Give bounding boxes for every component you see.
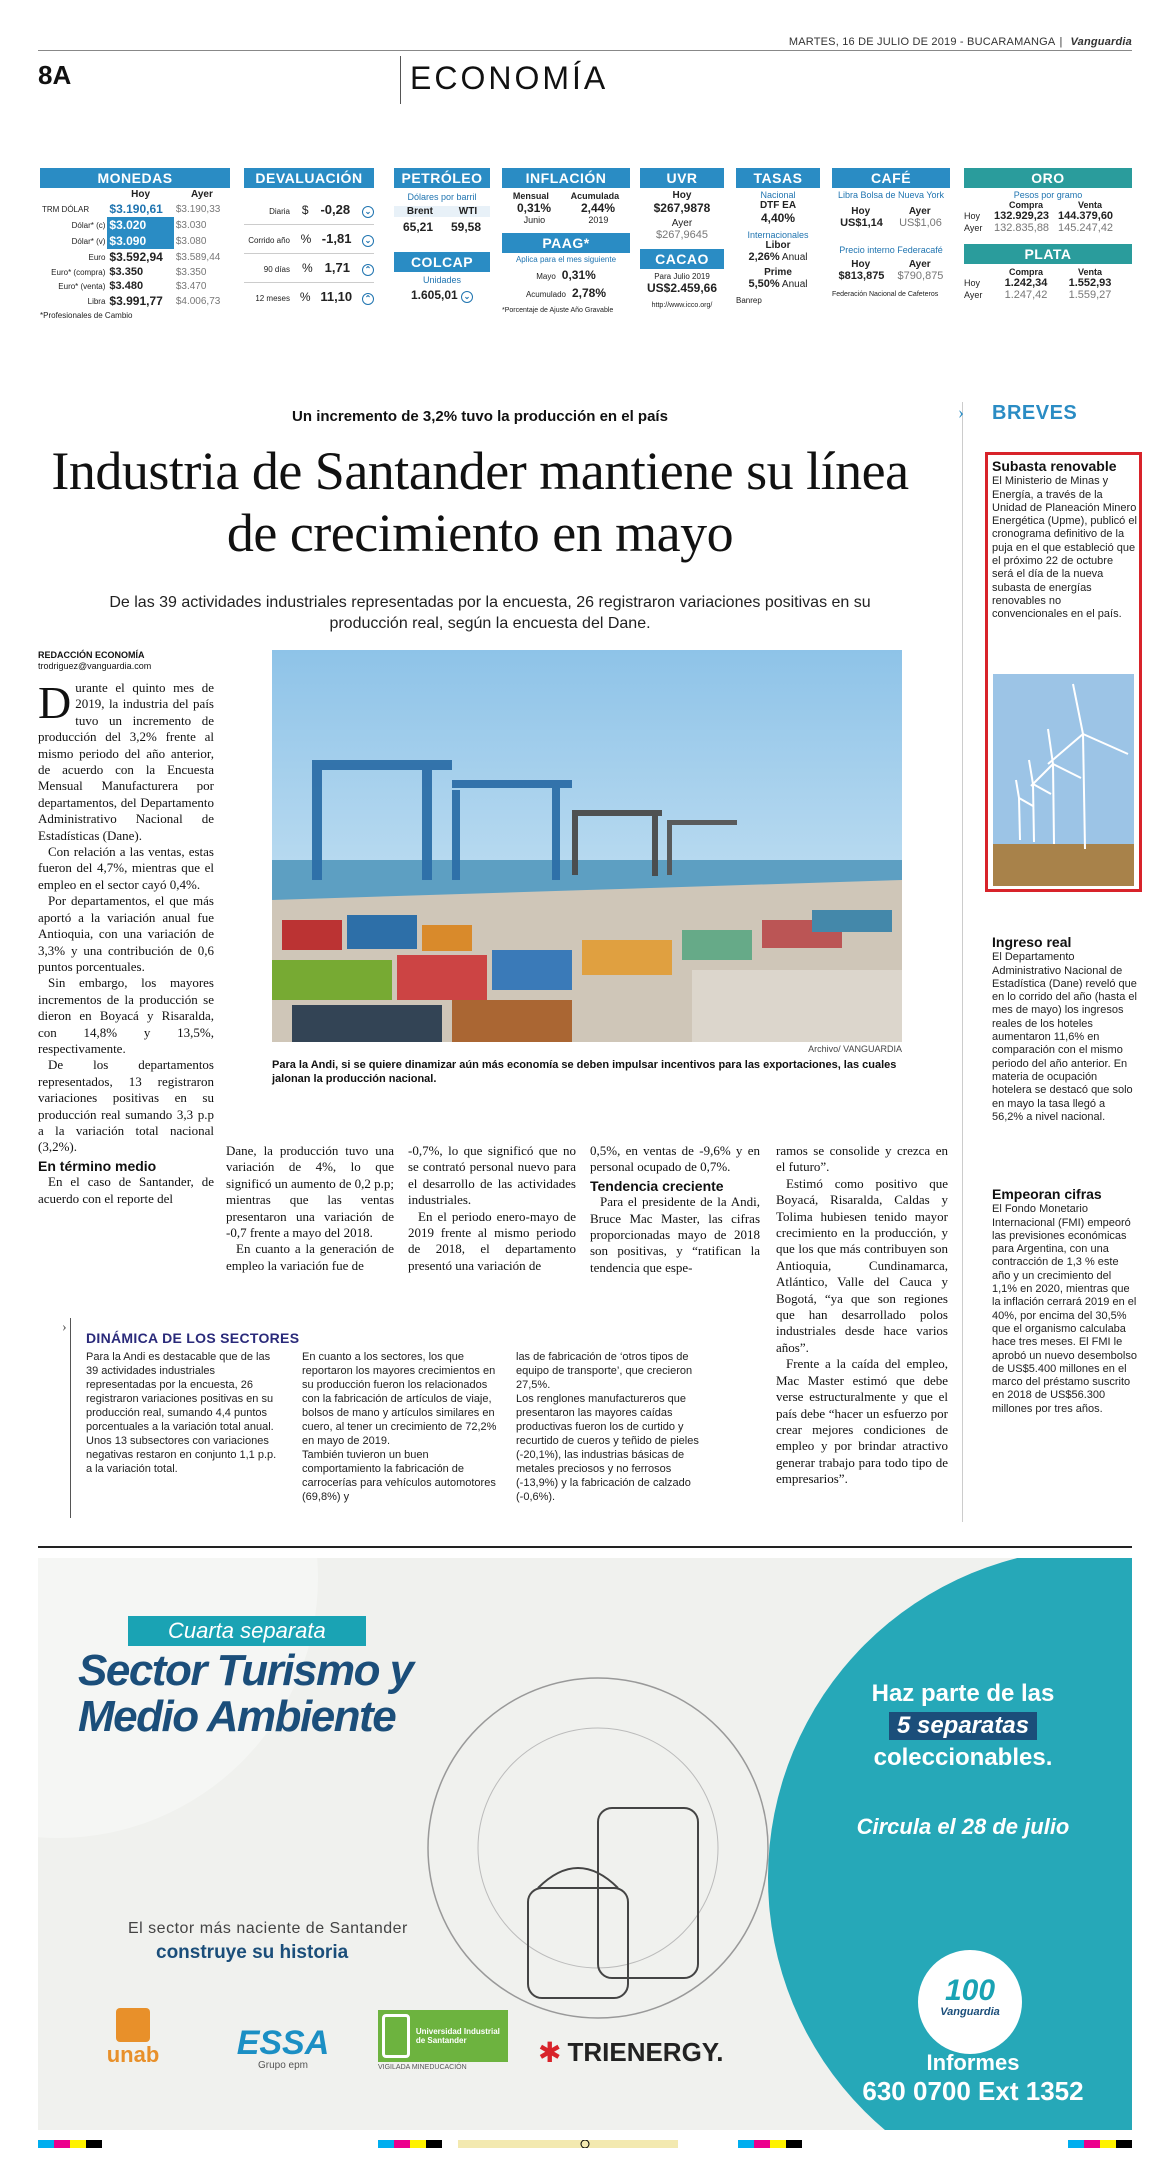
- inflacion-col-mensual: Mensual: [512, 191, 549, 201]
- breve-title: Ingreso real: [992, 934, 1072, 950]
- cafe-note: Federación Nacional de Cafeteros: [832, 291, 939, 298]
- oro-sub: Pesos por gramo: [1013, 190, 1083, 200]
- essa-logo: [228, 2026, 338, 2071]
- inflacion-mes: Junio: [523, 215, 546, 225]
- ad-title-line-2: Medio Ambiente: [78, 1692, 396, 1741]
- header-date: MARTES, 16 DE JULIO DE 2019 - BUCARAMANGA | Vanguardia: [788, 36, 1132, 48]
- paragraph: De los departamentos representados, 13 registraron variaciones positivas en su producción real sumando 3,3 p.p a la variación total nacional (3,2%).: [38, 1057, 214, 1155]
- page-number: 8A: [38, 60, 72, 90]
- inflacion-box: [502, 168, 630, 314]
- monedas-title: MONEDAS: [40, 168, 230, 188]
- paragraph: -0,7%, lo que significó que no se contrató personal nuevo para el desarrollo de las actividades industriales.: [408, 1143, 576, 1208]
- paragraph: las de fabricación de ‘otros tipos de equipo de transporte’, que crecieron 27,5%.: [516, 1351, 693, 1391]
- paragraph: En el periodo enero-mayo de 2019 frente al mismo periodo de 2018, el departamento presentó una variación de: [408, 1208, 576, 1273]
- brent-label: Brent: [406, 206, 433, 217]
- cafe-ayer-label: Ayer: [908, 259, 931, 270]
- breve-text: El Departamento Administrativo Nacional de Estadística (Dane) reveló que en lo corrido del año (hasta el mes de mayo) los ingresos reales de los hoteles aumentaron 11,6% en comparación con el mismo periodo del año anterior. En materia de ocupación hotelera se destacó que solo en mayo la tasa llegó a 56,2% a nivel nacional.: [992, 951, 1137, 1123]
- article-deck: De las 39 actividades industriales representadas por la encuesta, 26 registraron variaciones positivas en su producción real, según la encuesta del Dane.: [109, 594, 871, 632]
- devaluacion-title: DEVALUACIÓN: [244, 168, 374, 188]
- breves-rule: [962, 402, 963, 1522]
- plata-ayer-label: Ayer: [964, 290, 983, 300]
- paragraph: También tuvieron un buen comportamiento la fabricación de carrocerías para vehículos automotores (69,8%) y: [302, 1449, 496, 1503]
- port-photo: [272, 650, 902, 1042]
- article-headline: Industria de Santander mantiene su línea de crecimiento en mayo: [51, 441, 909, 563]
- tasas-dtf: 4,40%: [760, 211, 796, 225]
- ad-title: [78, 1648, 413, 1740]
- paragraph: En cuanto a los sectores, los que reportaron los mayores crecimientos en su producción fueron los relacionados con la fabricación de artículos de viaje, bolsos de mano y artículos similares en cuero, al tener un crecimiento de 72,2% en mayo de 2019.: [302, 1351, 497, 1447]
- breve-title: Empeoran cifras: [992, 1186, 1102, 1202]
- cacao-sub: Para Julio 2019: [654, 272, 710, 281]
- dinamica-column-2: [302, 1350, 498, 1504]
- paragraph: Unos 13 subsectores con variaciones negativas restaron en conjunto 1,1 p.p. a la variación total.: [86, 1435, 277, 1475]
- ad-title-line-1: Sector Turismo y: [78, 1646, 413, 1695]
- header-brand: Vanguardia: [1070, 36, 1132, 48]
- ad-informes: [848, 2050, 1098, 2107]
- cafe-ayer-label: Ayer: [908, 206, 931, 217]
- paragraph: urante el quinto mes de 2019, la industria del país tuvo un incremento de producción del 3,2% frente al mismo periodo del año anterior, de acuerdo con la Encuesta Mensual Manufacturera por departamentos, del Departamento Administrativo Nacional de Estadísticas (Dane).: [38, 680, 214, 843]
- ad-phone: 630 0700 Ext 1352: [862, 2076, 1084, 2106]
- inflacion-title: INFLACIÓN: [502, 168, 630, 188]
- colcap-value: 1.605,01: [410, 288, 458, 302]
- wind-turbines-photo: [993, 674, 1134, 886]
- paragraph: ramos se consolide y crezca en el futuro”.: [776, 1143, 948, 1175]
- chevron-right-icon: ›: [62, 1320, 67, 1335]
- cafe-hoy-label: Hoy: [851, 259, 871, 270]
- oro-ayer-venta: 145.247,42: [1058, 222, 1114, 234]
- monedas-row: Euro $3.592,94 $3.589,44: [88, 250, 221, 264]
- cafe-hoy-label: Hoy: [851, 206, 871, 217]
- plata-hoy-venta: 1.552,93: [1068, 277, 1112, 289]
- devaluacion-row: 90 días % 1,71 ⌃: [244, 254, 374, 283]
- article-column-1: [38, 677, 214, 1207]
- petroleo-sub: Dólares por barril: [407, 192, 477, 202]
- dinamica-title: DINÁMICA DE LOS SECTORES: [86, 1330, 300, 1346]
- cacao-note: http://www.icco.org/: [651, 302, 713, 309]
- monedas-box: [40, 168, 230, 320]
- paag-mayo-label: Mayo: [536, 272, 556, 281]
- oro-compra-label: Compra: [1008, 200, 1043, 210]
- cacao-title: CACAO: [640, 249, 724, 269]
- uvr-ayer: $267,9645: [656, 229, 708, 241]
- badge-number: 100: [944, 1974, 996, 2007]
- section-title: ECONOMÍA: [410, 60, 609, 96]
- wti-label: WTI: [458, 206, 478, 217]
- header-rule: [38, 50, 1132, 51]
- ad-right-line-1: Haz parte de las: [871, 1680, 1055, 1707]
- article-column-3: [408, 1143, 576, 1274]
- cacao-value: US$2.459,66: [646, 281, 718, 295]
- petroleo-box: [394, 168, 490, 303]
- plata-compra-label: Compra: [1008, 267, 1043, 277]
- plata-hoy-label: Hoy: [964, 278, 981, 288]
- article-column-5: [776, 1143, 948, 1488]
- paag-mayo: 0,31%: [561, 268, 596, 282]
- vanguardia-100-badge: [918, 1950, 1022, 2054]
- ad-right-copy: [838, 1680, 1088, 1840]
- breves-title: BREVES: [992, 402, 1078, 424]
- cafe-sub-interno: Precio interno Federacafé: [839, 245, 943, 255]
- oro-venta-label: Venta: [1077, 200, 1102, 210]
- paragraph: Por departamentos, el que más aportó a la variación anual fue Antioquia, con una variación de 3,3% y una contribución de 0,6 puntos porcentuales.: [38, 893, 214, 974]
- cafe-hoy: US$1,14: [840, 217, 883, 229]
- monedas-row: Libra $3.991,77 $4.006,73: [87, 294, 221, 308]
- arrow-down-icon: ⌄: [461, 291, 473, 303]
- paragraph: Con relación a las ventas, estas fueron del 4,7%, mientras que el empleo en el sector cayó 0,4%.: [38, 844, 214, 892]
- wti-value: 59,58: [450, 220, 482, 234]
- essa-text: ESSA: [236, 2024, 330, 2062]
- arrow-down-icon: ⌄: [362, 206, 374, 218]
- dinamica-column-1: [86, 1350, 282, 1476]
- tasas-prime-label: Prime: [764, 267, 792, 278]
- trienergy-logo: [538, 2036, 724, 2069]
- inflacion-ano: 2019: [588, 215, 609, 225]
- monedas-row: TRM DÓLAR $3.190,61 $3.190,33: [42, 202, 221, 216]
- devaluacion-row: Corrido año % -1,81 ⌄: [244, 225, 374, 254]
- inflacion-mensual: 0,31%: [516, 201, 552, 215]
- colcap-sub: Unidades: [422, 275, 462, 285]
- ad-right-line-2: 5 separatas: [889, 1712, 1037, 1740]
- arrow-up-icon: ⌃: [362, 293, 374, 305]
- subheading: Tendencia creciente: [590, 1177, 724, 1194]
- oro-box: [964, 168, 1132, 301]
- badge-name: Vanguardia: [940, 2006, 1000, 2018]
- breve-title: Subasta renovable: [992, 458, 1117, 474]
- plata-hoy-compra: 1.242,34: [1004, 277, 1048, 289]
- color-registration-bar: [38, 2140, 1132, 2148]
- paragraph: Sin embargo, los mayores incrementos de la producción se dieron en Boyacá y Risaralda, con 14,8% y 13,5%, respectivamente.: [38, 975, 214, 1056]
- trienergy-text: TRIENERGY.: [567, 2037, 724, 2067]
- oro-title: ORO: [964, 168, 1132, 188]
- ad-tagline-bold: construye su historia: [156, 1942, 349, 1963]
- uis-text: Universidad Industrial de Santander: [415, 2027, 500, 2045]
- byline-email: trodriguez@vanguardia.com: [38, 661, 152, 671]
- monedas-col-ayer: Ayer: [190, 189, 213, 200]
- devaluacion-row: 12 meses % 11,10 ⌃: [244, 283, 374, 311]
- paag-note: *Porcentaje de Ajuste Año Gravable: [502, 307, 614, 314]
- uis-sub: VIGILADA MINEDUCACIÓN: [378, 2064, 467, 2071]
- subheading: En término medio: [38, 1157, 157, 1174]
- tasas-title: TASAS: [736, 168, 820, 188]
- cafe-ayer-interno: $790,875: [897, 270, 944, 282]
- dinamica-column-3: [516, 1350, 712, 1504]
- drop-cap: D: [38, 677, 72, 728]
- brent-value: 65,21: [402, 220, 434, 234]
- photo-credit: Archivo/ VANGUARDIA: [808, 1044, 902, 1054]
- uvr-hoy-label: Hoy: [672, 190, 692, 201]
- article-kicker: Un incremento de 3,2% tuvo la producción en el país: [292, 408, 668, 425]
- tasas-internacionales: Internacionales: [747, 230, 809, 240]
- essa-sub: Grupo epm: [257, 2060, 309, 2071]
- paragraph: 0,5%, en ventas de -9,6% y en personal ocupado de 0,7%.: [590, 1143, 760, 1175]
- plata-ayer-venta: 1.559,27: [1068, 289, 1112, 301]
- tasas-libor-label: Libor: [765, 240, 791, 251]
- byline-author: REDACCIÓN ECONOMÍA: [38, 650, 145, 660]
- plata-ayer-compra: 1.247,42: [1004, 289, 1048, 301]
- cafe-ayer: US$1,06: [899, 217, 942, 229]
- oro-hoy-venta: 144.379,60: [1058, 210, 1114, 222]
- monedas-col-hoy: Hoy: [131, 189, 151, 200]
- paag-sub: Aplica para el mes siguiente: [515, 255, 617, 264]
- paragraph: Frente a la caída del empleo, Mac Master estimó que debe verse estructuralmente y que el país debe “hacer un esfuerzo por crear mejores condiciones de empleo y por brindar atractivo generar trabajo para todo tipo de empresarios”.: [776, 1356, 948, 1487]
- chevron-right-icon: ›: [958, 402, 964, 422]
- paragraph: Dane, la producción tuvo una variación de 4%, lo que significó un aumento de 0,2 p.p; mientras que las ventas presentaron una variación de -0,7 frente a mayo del 2018.: [226, 1143, 394, 1241]
- ad-right-line-3: coleccionables.: [873, 1744, 1053, 1771]
- ad-informes-label: Informes: [926, 2050, 1020, 2075]
- advertisement: [38, 1558, 1132, 2130]
- article-column-2: [226, 1143, 394, 1274]
- breve-subasta: [992, 460, 1137, 622]
- tasas-nacional: Nacional: [760, 190, 796, 200]
- unab-logo: [88, 2008, 178, 2068]
- dinamica-rule: [70, 1318, 71, 1518]
- paragraph: Estimó como positivo que Boyacá, Risaralda, Caldas y Tolima hubiesen tenido mayor crecimiento en la producción, y que los que más contribuyen son Antioquia, Cundinamarca, Atlántico, Valle del Cauca y Bogotá, “ya que son regiones que han desarrollado polos industriales desde hace varios años”.: [776, 1175, 948, 1355]
- breve-ingreso: [992, 936, 1137, 1124]
- paragraph: En cuanto a la generación de empleo la variación fue de: [226, 1241, 394, 1273]
- oro-hoy-compra: 132.929,23: [994, 210, 1050, 222]
- paag-acum-label: Acumulado: [525, 290, 566, 299]
- ad-top-rule: [38, 1546, 1132, 1548]
- plata-venta-label: Venta: [1077, 267, 1102, 277]
- tasas-libor-anual: Anual: [781, 252, 808, 263]
- paragraph: En el caso de Santander, de acuerdo con el reporte del: [38, 1174, 214, 1206]
- colcap-title: COLCAP: [394, 252, 490, 272]
- paragraph: Para el presidente de la Andi, Bruce Mac Master, las cifras proporcionadas mayo de 2018 son positivas, y “ratifican la tendencia que espe-: [590, 1194, 760, 1275]
- tasas-prime: 5,50%: [748, 278, 780, 290]
- uis-logo: [378, 2010, 508, 2071]
- monedas-row: Dólar* (v) $3.090 $3.080: [71, 234, 207, 248]
- inflacion-col-acumulada: Acumulada: [570, 191, 620, 201]
- ad-circula: Circula el 28 de julio: [856, 1814, 1070, 1839]
- byline: [38, 650, 151, 672]
- ad-tagline: El sector más naciente de Santander: [128, 1920, 408, 1937]
- paragraph: Para la Andi es destacable que de las 39 actividades industriales representadas por la encuesta, 26 registraron variaciones positivas en su producción real, sumando 4,4 puntos porcentuales a la variación total anual.: [86, 1351, 274, 1433]
- paag-title: PAAG*: [502, 233, 630, 253]
- tasas-box: [736, 168, 820, 305]
- arrow-up-icon: ⌃: [362, 264, 374, 276]
- uvr-box: [640, 168, 724, 309]
- tasas-note: Banrep: [736, 296, 762, 305]
- uvr-hoy: $267,9878: [653, 201, 711, 215]
- breve-fmi: [992, 1188, 1137, 1416]
- trienergy-star-icon: ✱: [538, 2037, 562, 2068]
- monedas-row: Euro* (venta) $3.480 $3.470: [58, 280, 207, 292]
- arrow-down-icon: ⌄: [362, 235, 374, 247]
- uvr-ayer-label: Ayer: [671, 218, 693, 229]
- uvr-title: UVR: [640, 168, 724, 188]
- cafe-box: [832, 168, 950, 298]
- petroleo-title: PETRÓLEO: [394, 168, 490, 188]
- monedas-row: Euro* (compra) $3.350 $3.350: [51, 266, 207, 278]
- cafe-title: CAFÉ: [832, 168, 950, 188]
- inflacion-acumulada: 2,44%: [580, 201, 616, 215]
- header-separator: [400, 56, 401, 104]
- oro-hoy-label: Hoy: [964, 211, 981, 221]
- plata-title: PLATA: [964, 244, 1132, 264]
- breve-text: El Ministerio de Minas y Energía, a través de la Unidad de Planeación Minero Energética (Upme), publicó el cronograma definitivo de la puja en el que estableció que el próximo 22 de octubre será el día de la nueva subasta de energías renovables no convencionales en el país.: [992, 475, 1137, 621]
- monedas-row: Dólar* (c) $3.020 $3.030: [71, 218, 207, 232]
- article-column-4: [590, 1143, 760, 1276]
- photo-caption: Para la Andi, si se quiere dinamizar aún más economía se deben impulsar incentivos para las exportaciones, las cuales jalonan la producción nacional.: [272, 1059, 897, 1085]
- cafe-sub-ny: Libra Bolsa de Nueva York: [837, 190, 945, 200]
- devaluacion-row: Diaria $ -0,28 ⌄: [244, 196, 374, 225]
- unab-text: unab: [106, 2042, 160, 2067]
- paag-acum: 2,78%: [572, 286, 607, 300]
- oro-ayer-compra: 132.835,88: [994, 222, 1050, 234]
- cafe-hoy-interno: $813,875: [838, 270, 885, 282]
- oro-ayer-label: Ayer: [964, 223, 983, 233]
- breve-text: El Fondo Monetario Internacional (FMI) empeoró las previsiones económicas para Argentina, con una contracción de 1,3 % este año y un crecimiento del 1,1% en 2020, mientras que la inflación cerrará 2019 en el 40%, por encima del 30,5% que el organismo calculaba hace tres meses. El FMI le aprobó un nuevo desembolso de US$5.400 millones en el marco del préstamo suscrito en 2018 de US$56.300 millones por tres años.: [992, 1203, 1137, 1415]
- tasas-libor: 2,26%: [748, 251, 780, 263]
- tasas-dtf-label: DTF EA: [759, 200, 797, 211]
- tasas-prime-anual: Anual: [781, 279, 808, 290]
- paragraph: Los renglones manufactureros que presentaron las mayores caídas productivas fueron los de curtido y recurtido de cueros y teñido de pieles (-20,1%), las industrias básicas de metales preciosos y no ferrosos (-13,9%) y la fabricación de calzado (-0,6%).: [516, 1393, 699, 1503]
- devaluacion-box: [244, 168, 374, 311]
- monedas-note: *Profesionales de Cambio: [40, 311, 133, 320]
- ad-ribbon: Cuarta separata: [128, 1616, 366, 1646]
